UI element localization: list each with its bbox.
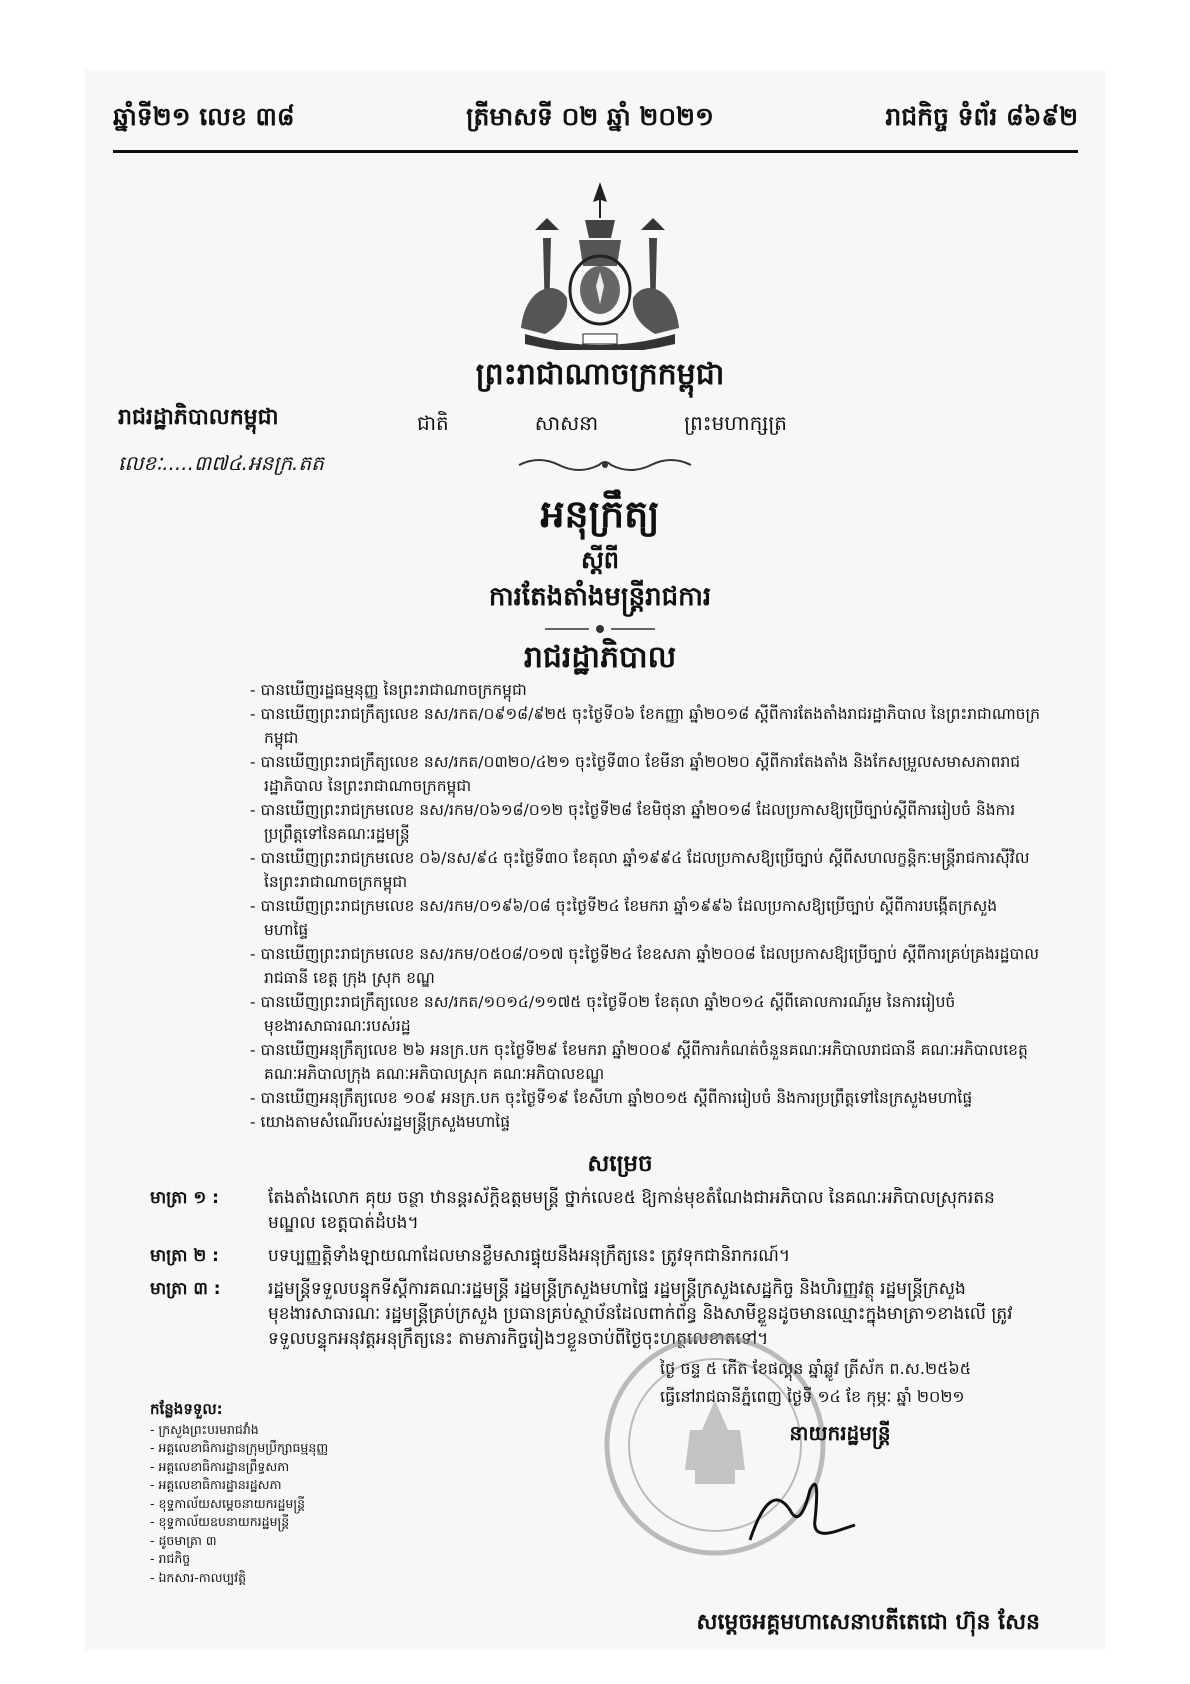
- article-label: មាត្រា ១ :: [150, 1188, 219, 1208]
- signer-name: សម្តេចអគ្គមហាសេនាបតីតេជោ ហ៊ុន សែន: [696, 1610, 1040, 1635]
- recipients-block: [150, 1400, 410, 1587]
- prime-minister-title: នាយករដ្ឋមន្ត្រី: [789, 1421, 891, 1445]
- national-motto: [417, 410, 787, 440]
- article-2: [150, 1244, 1040, 1269]
- reference-number: លេខៈ.....៣៧៤.អនក្រ.តត: [118, 451, 324, 475]
- articles-section: [150, 1186, 1040, 1360]
- recipient-item: - ខុទ្ទកាល័យសម្តេចនាយករដ្ឋមន្ត្រី: [150, 1495, 306, 1511]
- gazette-quarter: ត្រីមាសទី ០២ ឆ្នាំ ២០២១: [466, 102, 714, 131]
- recipients-list: [150, 1421, 410, 1588]
- consideration-item: - បានឃើញព្រះរាជក្រឹត្យលេខ នស/រកត/០៩១៨/៩២៥ ចុះថ្ងៃទី០៦ ខែកញ្ញា ឆ្នាំ២០១៨ ស្តីពីការតែងតាំងរាជរដ្ឋាភិបាល នៃព្រះរាជាណាចក្រកម្ពុជា: [250, 705, 1040, 747]
- document-subject: ការតែងតាំងមន្ត្រីរាជការ: [488, 582, 712, 612]
- article-text: បទប្បញ្ញត្តិទាំងឡាយណាដែលមានខ្លឹមសារផ្ទុយនឹងអនុក្រឹត្យនេះ ត្រូវទុកជានិរាករណ៍។: [268, 1246, 791, 1266]
- article-text: តែងតាំងលោក គុយ ចន្ថា ឋានន្តរស័ក្តិឧត្តមមន្ត្រី ថ្នាក់លេខ៥ ឱ្យកាន់មុខតំណែងជាអភិបាល នៃគណៈអភិបាលស្រុករតនមណ្ឌល ខេត្តបាត់ដំបង។: [268, 1188, 995, 1233]
- government-name: រាជរដ្ឋាភិបាលកម្ពុជា: [118, 405, 279, 430]
- motto-religion: សាសនា: [534, 411, 599, 435]
- small-divider-icon: [545, 622, 655, 636]
- kingdom-name: ព្រះរាជាណាចក្រកម្ពុជា: [475, 357, 725, 392]
- recipients-title: កន្លែងទទួល:: [150, 1400, 223, 1418]
- motto-nation: ជាតិ: [417, 411, 449, 435]
- consideration-item: - បានឃើញរដ្ឋធម្មនុញ្ញ នៃព្រះរាជាណាចក្រកម្ពុជា: [250, 681, 527, 699]
- article-text: រដ្ឋមន្ត្រីទទួលបន្ទុកទីស្តីការគណៈរដ្ឋមន្ត្រី រដ្ឋមន្ត្រីក្រសួងមហាផ្ទៃ រដ្ឋមន្ត្រីក្រសួងសេដ្ឋកិច្ច និងហិរញ្ញវត្ថុ រដ្ឋមន្ត្រីក្រសួងមុខងារសាធារណៈ រដ្ឋមន្ត្រីគ្រប់ក្រសួង ប្រធានគ្រប់ស្ថាប័នដែលពាក់ព័ន្ធ និងសាមីខ្លួនដូចមានឈ្មោះក្នុងមាត្រា១ខាងលើ ត្រូវទទួលបន្ទុកអនុវត្តអនុក្រឹត្យនេះ តាមភារកិច្ចរៀងៗខ្លួនចាប់ពីថ្ងៃចុះហត្ថលេខាតទៅ។: [268, 1279, 1013, 1349]
- considerations-list: [250, 678, 1040, 1134]
- header-rule: [113, 150, 1078, 153]
- recipient-item: - ដូចមាត្រា ៣: [150, 1532, 217, 1548]
- recipient-item: - រាជកិច្ច: [150, 1551, 191, 1566]
- recipient-item: - ខុទ្ទកាល័យឧបនាយករដ្ឋមន្ត្រី: [150, 1514, 290, 1529]
- article-1: [150, 1186, 1040, 1236]
- consideration-item: - បានឃើញអនុក្រឹត្យលេខ ២៦ អនក្រ.បក ចុះថ្ងៃទី២៩ ខែមករា ឆ្នាំ២០០៩ ស្តីពីការកំណត់ចំនួនគណៈអភិបាលរាជធានី គណៈអភិបាលខេត្ត គណៈអភិបាលក្រុង គណៈអភិបាលស្រុក គណៈអភិបាលខណ្ឌ: [250, 1041, 1028, 1083]
- gazette-page-number: រាជកិច្ច ទំព័រ ៨៦៩២: [885, 102, 1078, 131]
- recipient-item: - អគ្គលេខាធិការដ្ឋានរដ្ឋសភា: [150, 1477, 282, 1492]
- recipient-item: - ក្រសួងព្រះបរមរាជវាំង: [150, 1421, 259, 1437]
- solar-date: ធ្វើនៅរាជធានីភ្នំពេញ ថ្ងៃទី ១៤ ខែ កុម្ភៈ ឆ្នាំ ២០២១: [660, 1387, 965, 1406]
- recipient-item: - អគ្គលេខាធិការដ្ឋានក្រុមប្រឹក្សាធម្មនុញ្ញ: [150, 1440, 329, 1455]
- consideration-item: - បានឃើញព្រះរាជក្រឹត្យលេខ នស/រកត/០៣២០/៤២១ ចុះថ្ងៃទី៣០ ខែមីនា ឆ្នាំ២០២០ ស្តីពីការតែងតាំង និងកែសម្រួលសមាសភាពរាជរដ្ឋាភិបាល នៃព្រះរាជាណាចក្រកម្ពុជា: [250, 753, 1021, 795]
- gazette-year-issue: ឆ្នាំទី២១ លេខ ៣៨: [113, 102, 295, 131]
- gazette-header: [113, 95, 1078, 145]
- recipient-item: - អគ្គលេខាធិការដ្ឋានព្រឹទ្ធសភា: [150, 1458, 290, 1474]
- about-label: ស្តីពី: [580, 546, 620, 574]
- royal-coat-of-arms-icon: [515, 178, 685, 350]
- consideration-item: - យោងតាមសំណើរបស់រដ្ឋមន្ត្រីក្រសួងមហាផ្ទៃ: [250, 1113, 511, 1131]
- article-label: មាត្រា ២ :: [150, 1246, 219, 1266]
- consideration-item: - បានឃើញព្រះរាជក្រឹត្យលេខ នស/រកត/១០១៤/១១៧៥ ចុះថ្ងៃទី០២ ខែតុលា ឆ្នាំ២០១៤ ស្តីពីគោលការណ៍រួម នៃការរៀបចំមុខងារសាធារណៈរបស់រដ្ឋ: [250, 993, 956, 1035]
- article-label: មាត្រា ៣ :: [150, 1279, 221, 1299]
- consideration-item: - បានឃើញព្រះរាជក្រមលេខ នស/រកម/០៥០៨/០១៧ ចុះថ្ងៃទី២៤ ខែឧសភា ឆ្នាំ២០០៨ ដែលប្រកាសឱ្យប្រើច្បាប់ ស្តីពីការគ្រប់គ្រងរដ្ឋបាលរាជធានី ខេត្ត ក្រុង ស្រុក ខណ្ឌ: [250, 945, 1039, 987]
- consideration-item: - បានឃើញព្រះរាជក្រមលេខ នស/រកម/០៦១៨/០១២ ចុះថ្ងៃទី២៨ ខែមិថុនា ឆ្នាំ២០១៨ ដែលប្រកាសឱ្យប្រើច្បាប់ស្តីពីការរៀបចំ និងការប្រព្រឹត្តទៅនៃគណៈរដ្ឋមន្ត្រី: [250, 801, 1016, 843]
- consideration-item: - បានឃើញព្រះរាជក្រមលេខ ០៦/នស/៩៤ ចុះថ្ងៃទី៣០ ខែតុលា ឆ្នាំ១៩៩៤ ដែលប្រកាសឱ្យប្រើច្បាប់ ស្តីពីសហលក្ខន្តិកៈមន្ត្រីរាជការស៊ីវិល នៃព្រះរាជាណាចក្រកម្ពុជា: [250, 849, 1030, 891]
- lunar-date: ថ្ងៃ ចន្ទ ៥ កើត ខែផល្គុន ឆ្នាំឆ្លូវ ត្រីស័ក ព.ស.២៥៦៥: [660, 1359, 972, 1378]
- date-block: [660, 1355, 1040, 1411]
- recipient-item: - ឯកសារ-កាលប្បវត្តិ: [150, 1569, 247, 1585]
- ornament-divider-icon: [515, 455, 695, 475]
- decision-heading: សម្រេច: [587, 1151, 653, 1177]
- document-title: អនុក្រឹត្យ: [540, 492, 660, 536]
- consideration-item: - បានឃើញព្រះរាជក្រមលេខ នស/រកម/០១៩៦/០៨ ចុះថ្ងៃទី២៤ ខែមករា ឆ្នាំ១៩៩៦ ដែលប្រកាសឱ្យប្រើច្បាប់ ស្តីពីការបង្កើតក្រសួងមហាផ្ទៃ: [250, 897, 998, 939]
- consideration-item: - បានឃើញអនុក្រឹត្យលេខ ១០៩ អនក្រ.បក ចុះថ្ងៃទី១៩ ខែសីហា ឆ្នាំ២០១៥ ស្តីពីការរៀបចំ និងការប្រព្រឹត្តទៅនៃក្រសួងមហាផ្ទៃ: [250, 1089, 973, 1107]
- motto-king: ព្រះមហាក្សត្រ: [684, 411, 787, 435]
- handwritten-signature-icon: [740, 1470, 860, 1550]
- article-3: [150, 1277, 1040, 1352]
- issuer-name: រាជរដ្ឋាភិបាល: [523, 640, 677, 675]
